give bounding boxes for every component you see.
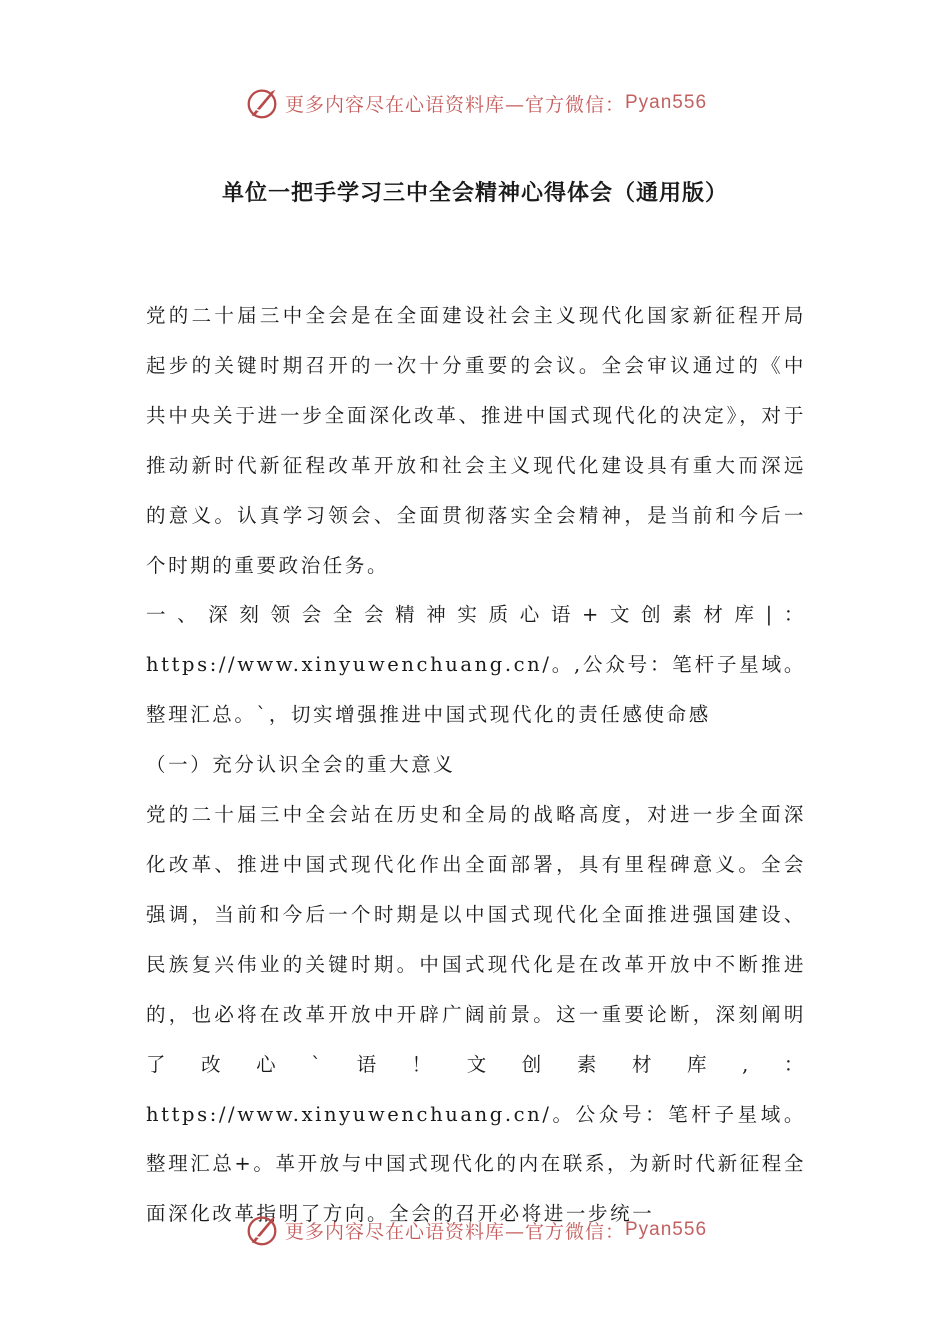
footer-banner [0, 1211, 950, 1249]
footer-tagline: 更多内容尽在心语资料库—官方微信： [284, 1220, 625, 1243]
quill-logo-icon [243, 1211, 281, 1249]
section-heading-1: 一、深刻领会全会精神实质心语+文创素材库|：https://www.xinyuwenchuang.cn/。,公众号：笔杆子星域。整理汇总。`，切实增强推进中国式现代化的责任感使命感 [146, 603, 806, 727]
paragraph-intro: 党的二十届三中全会是在全面建设社会主义现代化国家新征程开局起步的关键时期召开的一次十分重要的会议。全会审议通过的《中共中央关于进一步全面深化改革、推进中国式现代化的决定》，对于推动新时代新征程改革开放和社会主义现代化建设具有重大而深远的意义。认真学习领会、全面贯彻落实全会精神，是当前和今后一个时期的重要政治任务。 [146, 304, 806, 577]
paragraph-significance: 党的二十届三中全会站在历史和全局的战略高度，对进一步全面深化改革、推进中国式现代化作出全面部署，具有里程碑意义。全会强调，当前和今后一个时期是以中国式现代化全面推进强国建设、民族复兴伟业的关键时期。中国式现代化是在改革开放中不断推进的，也必将在改革开放中开辟广阔前景。这一重要论断，深刻阐明了改心`语！文创素材库,：https://www.xinyuwenchuang.cn/。公众号：笔杆子星域。整理汇总+。革开放与中国式现代化的内在联系，为新时代新征程全面深化改革指明了方向。全会的召开必将进一步统一 [146, 803, 806, 1226]
footer-wechat-id: Pyan556 [625, 1219, 708, 1240]
header-banner [0, 84, 950, 122]
header-wechat-id: Pyan556 [625, 92, 708, 113]
header-tagline: 更多内容尽在心语资料库—官方微信： [284, 93, 625, 116]
document-title: 单位一把手学习三中全会精神心得体会（通用版） [221, 181, 728, 206]
subsection-heading-1: （一）充分认识全会的重大意义 [146, 753, 456, 777]
quill-logo-icon [243, 84, 281, 122]
document-body [146, 291, 806, 1239]
